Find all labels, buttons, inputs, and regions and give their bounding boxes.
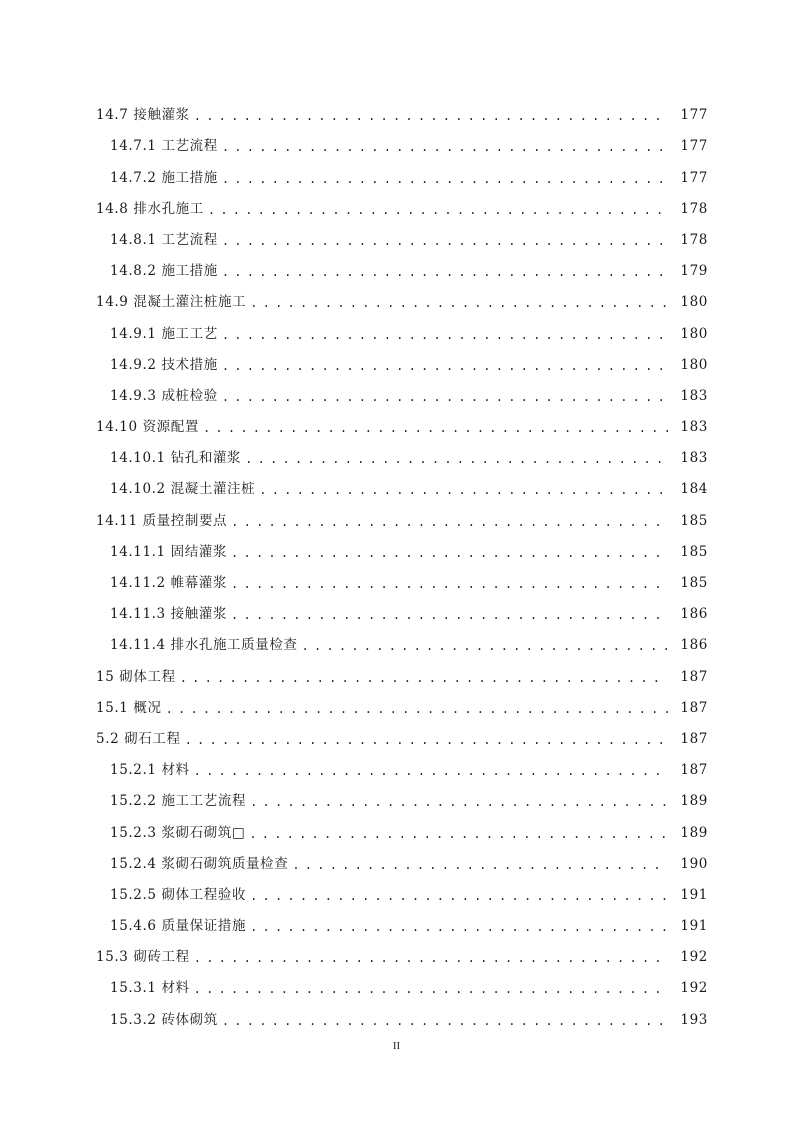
toc-entry-number: 14.7.2 <box>110 169 157 186</box>
toc-entry-number: 14.9.1 <box>110 325 157 342</box>
toc-entry[interactable] <box>96 154 708 185</box>
dot-leader <box>250 918 668 934</box>
toc-entry-title: 排水孔施工质量检查 <box>170 637 298 654</box>
toc-entry[interactable] <box>96 497 708 528</box>
toc-entry-page: 183 <box>680 450 708 467</box>
toc-entry-title: 技术措施 <box>161 356 218 373</box>
toc-entry-title: 砌体工程 <box>119 668 176 685</box>
toc-entry-title: 排水孔施工 <box>133 200 204 217</box>
toc-entry[interactable] <box>96 778 708 809</box>
toc-entry[interactable] <box>96 560 708 591</box>
toc-entry[interactable] <box>96 591 708 622</box>
toc-entry-number: 14.11.1 <box>110 543 166 560</box>
toc-entry[interactable] <box>96 622 708 653</box>
toc-entry[interactable] <box>96 529 708 560</box>
toc-entry[interactable] <box>96 279 708 310</box>
toc-entry-page: 185 <box>680 543 708 560</box>
toc-entry-page: 192 <box>680 980 708 997</box>
dot-leader <box>208 201 668 217</box>
toc-entry-number: 15.2.3 <box>110 824 157 841</box>
toc-entry-title: 工艺流程 <box>161 231 218 248</box>
toc-entry[interactable] <box>96 685 708 716</box>
toc-entry[interactable] <box>96 747 708 778</box>
dot-leader <box>245 450 668 466</box>
toc-entry-page: 191 <box>680 886 708 903</box>
toc-entry-number: 14.9.2 <box>110 356 157 373</box>
page-number: II <box>392 1040 401 1052</box>
toc-entry[interactable] <box>96 841 708 872</box>
toc-entry[interactable] <box>96 435 708 466</box>
toc-entry-page: 187 <box>680 668 708 685</box>
toc-entry-page: 189 <box>680 824 708 841</box>
toc-entry-page: 179 <box>680 263 708 280</box>
dot-leader <box>222 388 668 404</box>
toc-entry[interactable] <box>96 466 708 497</box>
dot-leader <box>203 419 668 435</box>
toc-entry-page: 183 <box>680 419 708 436</box>
toc-entry-title: 接触灌浆 <box>170 606 228 623</box>
toc-entry-page: 186 <box>680 606 708 623</box>
toc-entry-page: 180 <box>680 294 708 311</box>
dot-leader <box>194 980 668 996</box>
toc-entry-page: 177 <box>680 138 708 155</box>
toc-entry-number: 14.8 <box>96 200 129 217</box>
toc-entry-number: 14.9 <box>96 294 129 311</box>
toc-entry-title: 砌砖工程 <box>133 949 190 966</box>
toc-entry-title: 混凝土灌注桩施工 <box>133 294 247 311</box>
toc-entry-title: 材料 <box>161 762 190 779</box>
dot-leader <box>180 669 668 685</box>
dot-leader <box>302 637 668 653</box>
dot-leader <box>231 575 668 591</box>
toc-entry-page: 187 <box>680 730 708 747</box>
toc-entry-number: 14.11 <box>96 512 138 529</box>
toc-entry-page: 185 <box>680 575 708 591</box>
toc-entry-number: 14.10 <box>96 419 138 436</box>
toc-entry-number: 14.7.1 <box>110 138 157 155</box>
toc-entry-title: 资源配置 <box>142 419 199 436</box>
dot-leader <box>231 544 668 560</box>
toc-entry-page: 177 <box>680 169 708 186</box>
toc-entry-title: 砌体工程验收 <box>161 886 247 903</box>
toc-entry[interactable] <box>96 186 708 217</box>
toc-entry-page: 189 <box>680 793 708 810</box>
toc-entry[interactable] <box>96 996 708 1027</box>
toc-entry-title: 钻孔和灌浆 <box>170 450 242 467</box>
dot-leader <box>185 731 668 747</box>
toc-entry-number: 15.4.6 <box>110 918 157 935</box>
dot-leader <box>292 856 668 872</box>
toc-entry[interactable] <box>96 872 708 903</box>
dot-leader <box>194 107 668 123</box>
toc-entry-title: 施工措施 <box>161 169 218 186</box>
toc-entry-page: 178 <box>680 200 708 217</box>
toc-entry-title: 固结灌浆 <box>170 543 228 560</box>
toc-entry-number: 14.8.1 <box>110 231 157 248</box>
dot-leader <box>231 513 668 529</box>
toc-entry-page: 177 <box>680 107 708 124</box>
toc-entry-number: 14.11.4 <box>110 637 166 654</box>
toc-entry-title: 混凝土灌注桩 <box>170 481 256 498</box>
toc-entry-title: 砖体砌筑 <box>161 1011 218 1028</box>
dot-leader <box>222 263 668 279</box>
toc-entry[interactable] <box>96 716 708 747</box>
dot-leader <box>194 949 668 965</box>
toc-entry-title: 质量控制要点 <box>142 512 228 529</box>
toc-entry-number: 15.3.1 <box>110 980 157 997</box>
dot-leader <box>194 762 668 778</box>
toc-entry-page: 191 <box>680 918 708 935</box>
toc-entry-page: 192 <box>680 949 708 966</box>
toc-entry-title: 浆砌石砌筑□ <box>161 824 246 841</box>
toc-entry-number: 15.2.2 <box>110 793 157 810</box>
toc-entry-number: 15.3 <box>96 949 129 966</box>
toc-entry-page: 187 <box>680 699 708 716</box>
dot-leader <box>222 138 668 154</box>
dot-leader <box>249 825 668 841</box>
toc-entry-number: 14.10.1 <box>110 450 166 467</box>
toc-entry-page: 193 <box>680 1011 708 1028</box>
toc-entry-title: 工艺流程 <box>161 138 218 155</box>
toc-entry[interactable] <box>96 934 708 965</box>
toc-entry-title: 概况 <box>133 699 162 716</box>
dot-leader <box>250 887 668 903</box>
toc-entry-number: 15.2.1 <box>110 762 157 779</box>
dot-leader <box>166 700 668 716</box>
toc-entry-number: 15 <box>96 668 115 685</box>
dot-leader <box>250 294 668 310</box>
dot-leader <box>250 793 668 809</box>
dot-leader <box>222 1012 668 1028</box>
toc-entry-number: 15.2.5 <box>110 886 157 903</box>
dot-leader <box>231 606 668 622</box>
dot-leader <box>222 357 668 373</box>
toc-entry[interactable] <box>96 373 708 404</box>
dot-leader <box>222 326 668 342</box>
toc-entry-page: 180 <box>680 356 708 373</box>
toc-entry-title: 质量保证措施 <box>161 918 247 935</box>
toc-entry[interactable] <box>96 123 708 154</box>
toc-entry[interactable] <box>96 404 708 435</box>
toc-entry-page: 183 <box>680 387 708 404</box>
toc-entry-number: 15.3.2 <box>110 1011 157 1028</box>
toc-entry-number: 14.11.3 <box>110 606 166 623</box>
toc-entry-page: 185 <box>680 512 708 529</box>
toc-entry-number: 14.11.2 <box>110 575 166 591</box>
toc-entry-number: 15.2.4 <box>110 855 157 872</box>
toc-entry-page: 187 <box>680 762 708 779</box>
toc-entry-number: 15.1 <box>96 699 129 716</box>
toc-entry-title: 施工工艺 <box>161 325 218 342</box>
toc-entry[interactable] <box>96 342 708 373</box>
toc-entry-page: 186 <box>680 637 708 654</box>
toc-entry-number: 14.10.2 <box>110 481 166 498</box>
toc-entry-title: 施工工艺流程 <box>161 793 247 810</box>
toc-entry-page: 178 <box>680 231 708 248</box>
toc-entry[interactable] <box>96 903 708 934</box>
dot-leader <box>222 232 668 248</box>
toc-entry[interactable] <box>96 248 708 279</box>
toc-entry-page: 184 <box>680 481 708 498</box>
toc-entry[interactable] <box>96 653 708 684</box>
toc-entry-page: 190 <box>680 855 708 872</box>
toc-entry-number: 14.7 <box>96 107 129 124</box>
toc-entry-title: 帷幕灌浆 <box>170 575 228 591</box>
toc-entry[interactable] <box>96 809 708 840</box>
toc-entry-title: 接触灌浆 <box>133 107 190 124</box>
toc-entry-title: 砌石工程 <box>124 730 181 747</box>
toc-entry-page: 180 <box>680 325 708 342</box>
toc-entry[interactable] <box>96 965 708 996</box>
toc-entry-title: 成桩检验 <box>161 387 218 404</box>
toc-entry[interactable] <box>96 310 708 341</box>
table-of-contents <box>96 92 708 1028</box>
dot-leader <box>259 481 668 497</box>
toc-entry[interactable] <box>96 217 708 248</box>
toc-entry-number: 14.8.2 <box>110 263 157 280</box>
toc-entry-number: 5.2 <box>96 730 120 747</box>
toc-entry-title: 浆砌石砌筑质量检查 <box>161 855 289 872</box>
toc-entry[interactable] <box>96 92 708 123</box>
toc-entry-title: 施工措施 <box>161 263 218 280</box>
toc-entry-title: 材料 <box>161 980 190 997</box>
toc-entry-number: 14.9.3 <box>110 387 157 404</box>
dot-leader <box>222 170 668 186</box>
